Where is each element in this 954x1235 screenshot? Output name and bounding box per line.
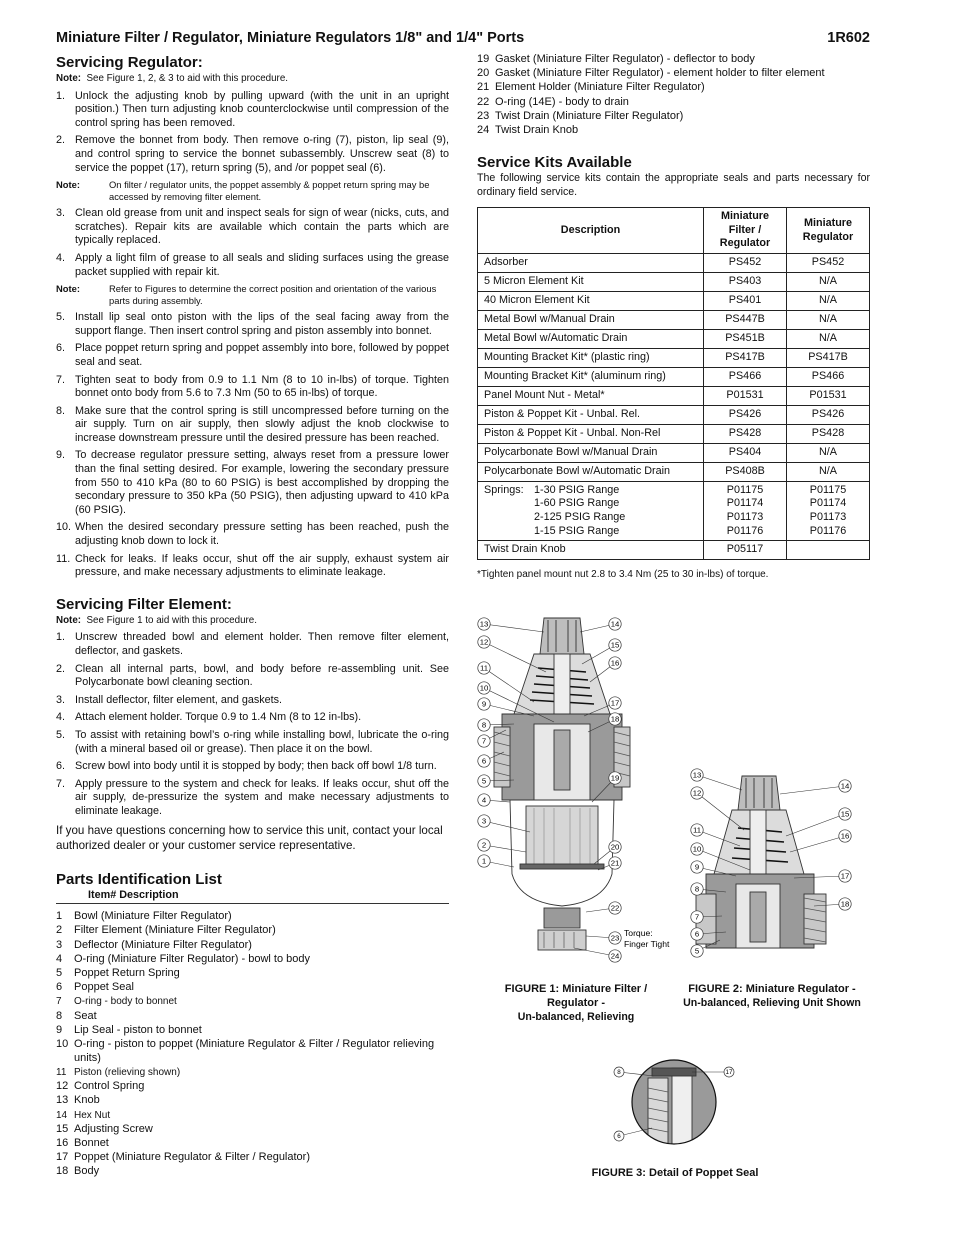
table-cell: 40 Micron Element Kit bbox=[478, 291, 704, 310]
step-text: Tighten seat to body from 0.9 to 1.1 Nm (8 to 10 in-lbs) of torque. Tighten bonnet onto body from 5.6 to 7.3 Nm (50 to 65 in-lbs) of torque. bbox=[75, 373, 449, 400]
table-cell: PS466 bbox=[787, 367, 870, 386]
part-description: Poppet (Miniature Regulator & Filter / Regulator) bbox=[74, 1151, 310, 1164]
table-cell: PS428 bbox=[704, 424, 787, 443]
parts-list-column-header: Item# Description bbox=[56, 889, 449, 905]
callout-number: 18 bbox=[840, 899, 850, 909]
caption-line: Un-balanced, Relieving Unit Shown bbox=[683, 997, 861, 1009]
table-cell: Adsorber bbox=[478, 253, 704, 272]
part-description: Bonnet bbox=[74, 1137, 109, 1150]
callout-number: 6 bbox=[617, 1133, 621, 1141]
part-number: 2 bbox=[56, 924, 63, 937]
step-number: 7. bbox=[56, 373, 66, 386]
part-description: Hex Nut bbox=[74, 1109, 111, 1121]
part-number: 7 bbox=[56, 996, 62, 1008]
callout-number: 12 bbox=[692, 788, 702, 798]
table-cell: Metal Bowl w/Manual Drain bbox=[478, 310, 704, 329]
table-cell: P01531 bbox=[787, 386, 870, 405]
part-number: 10 bbox=[56, 1037, 69, 1050]
figure-3-caption: FIGURE 3: Detail of Poppet Seal bbox=[591, 1167, 759, 1179]
callout-number: 11 bbox=[692, 825, 702, 835]
service-kits-intro: The following service kits contain the appropriate seals and parts necessary for ordinary field service. bbox=[477, 171, 870, 198]
callout-number: 22 bbox=[610, 903, 620, 913]
table-row bbox=[478, 291, 870, 310]
callout-number: 3 bbox=[481, 816, 487, 826]
step-text: When the desired secondary pressure setting has been reached, push the adjusting knob down to lock it. bbox=[75, 521, 449, 548]
regulator-steps bbox=[56, 207, 449, 279]
figure-2-diagram bbox=[686, 766, 858, 966]
callout-number: 6 bbox=[694, 929, 700, 939]
callout-number: 14 bbox=[610, 619, 620, 629]
part-description: O-ring - piston to poppet (Miniature Regulator & Filter / Regulator relieving units) bbox=[74, 1037, 435, 1064]
callout-number: 17 bbox=[725, 1069, 733, 1077]
part-description: Knob bbox=[74, 1094, 100, 1107]
part-number: 24 bbox=[477, 124, 490, 137]
part-description: Adjusting Screw bbox=[74, 1122, 153, 1135]
part-number: 21 bbox=[477, 81, 490, 94]
list-item bbox=[477, 53, 870, 67]
table-cell: PS452 bbox=[704, 253, 787, 272]
leader-line bbox=[786, 814, 845, 836]
part-description: O-ring - body to bonnet bbox=[74, 996, 177, 1008]
callout-number: 7 bbox=[481, 736, 487, 746]
column-header: Miniature Filter / Regulator bbox=[704, 208, 787, 254]
table-cell: PS428 bbox=[787, 424, 870, 443]
list-item bbox=[477, 124, 870, 138]
part-description: Gasket (Miniature Filter Regulator) - deflector to body bbox=[495, 53, 755, 65]
step-number: 7. bbox=[56, 777, 66, 790]
callout-number: 7 bbox=[694, 912, 700, 922]
part-description: Gasket (Miniature Filter Regulator) - element holder to filter element bbox=[495, 67, 825, 80]
table-cell: Piston & Poppet Kit - Unbal. Non-Rel bbox=[478, 424, 704, 443]
callout-number: 15 bbox=[610, 640, 620, 650]
table-cell: PS401 bbox=[704, 291, 787, 310]
list-item bbox=[56, 694, 449, 708]
table-row-springs bbox=[478, 481, 870, 540]
caption-line: Un-balanced, Relieving bbox=[517, 1011, 635, 1023]
part-number: 11 bbox=[56, 1067, 67, 1079]
step-text: Make sure that the control spring is still uncompressed before turning on the air supply. Turn on air supply, then slowly adjust the knob clockwise to increase downstream pressure until the desired pressure has been reached. bbox=[75, 404, 449, 444]
leader-line bbox=[790, 836, 845, 852]
list-item bbox=[56, 1080, 449, 1094]
table-cell: P01531 bbox=[704, 386, 787, 405]
list-item bbox=[56, 729, 449, 756]
list-item bbox=[56, 967, 449, 981]
table-cell: N/A bbox=[787, 310, 870, 329]
table-cell: Mounting Bracket Kit* (aluminum ring) bbox=[478, 367, 704, 386]
callout-number: 14 bbox=[840, 781, 850, 791]
table-row bbox=[478, 443, 870, 462]
callout-number: 18 bbox=[610, 714, 620, 724]
list-item bbox=[56, 1010, 449, 1024]
part-description: Deflector (Miniature Filter Regulator) bbox=[74, 938, 252, 951]
table-cell: PS426 bbox=[787, 405, 870, 424]
spring-part-number: P01175 bbox=[809, 483, 847, 496]
table-cell: PS426 bbox=[704, 405, 787, 424]
step-text: Place poppet return spring and poppet assembly into bore, followed by poppet seal and seat. bbox=[75, 342, 449, 368]
subnote-text: On filter / regulator units, the poppet assembly & poppet return spring may be accessed by removing filter element. bbox=[109, 179, 430, 203]
list-item bbox=[56, 1137, 449, 1151]
list-item bbox=[56, 924, 449, 938]
table-row bbox=[478, 405, 870, 424]
callout-number: 16 bbox=[840, 831, 850, 841]
servicing-filter-heading: Servicing Filter Element: bbox=[56, 595, 232, 613]
table-row bbox=[478, 541, 870, 560]
part-number: 1 bbox=[56, 910, 63, 923]
table-cell: N/A bbox=[787, 329, 870, 348]
spring-part-number: P01176 bbox=[726, 524, 764, 537]
regulator-steps bbox=[56, 90, 449, 176]
step-number: 4. bbox=[56, 251, 66, 264]
step-text: To assist with retaining bowl’s o-ring while installing bowl, lubricate the o-ring (with a mineral based oil or grease). Then place it on the bowl. bbox=[75, 728, 449, 755]
step-text: Clean old grease from unit and inspect seals for sign of wear (nicks, cuts, and scratches). Repair kits are available which contain the parts which are typically replaced. bbox=[75, 207, 449, 247]
step-number: 5. bbox=[56, 728, 66, 741]
step-number: 8. bbox=[56, 404, 66, 417]
subnote-label: Note: bbox=[56, 179, 80, 191]
callout-number: 20 bbox=[610, 842, 620, 852]
column-header: Description bbox=[478, 208, 704, 254]
callout-number: 10 bbox=[692, 844, 702, 854]
part-description: Body bbox=[74, 1165, 100, 1178]
list-item bbox=[56, 711, 449, 725]
table-footnote: *Tighten panel mount nut 2.8 to 3.4 Nm (25 to 30 in-lbs) of torque. bbox=[477, 569, 769, 581]
list-item bbox=[56, 252, 449, 279]
step-number: 10. bbox=[56, 521, 72, 534]
list-item bbox=[56, 1123, 449, 1137]
callout-number: 16 bbox=[610, 658, 620, 668]
list-item bbox=[56, 760, 449, 774]
list-item bbox=[56, 311, 449, 338]
step-text: Apply a light film of grease to all seals and sliding surfaces using the grease packet supplied with repair kit. bbox=[75, 251, 449, 278]
list-item bbox=[56, 1165, 449, 1179]
table-cell: N/A bbox=[787, 272, 870, 291]
list-item bbox=[477, 110, 870, 124]
part-description: Twist Drain Knob bbox=[495, 124, 579, 137]
part-description: Filter Element (Miniature Filter Regulator) bbox=[74, 924, 276, 937]
table-cell bbox=[787, 481, 870, 540]
step-number: 3. bbox=[56, 693, 66, 706]
step-text: Attach element holder. Torque 0.9 to 1.4 Nm (8 to 12 in-lbs). bbox=[75, 711, 362, 724]
callout-number: 6 bbox=[481, 756, 487, 766]
list-item bbox=[56, 995, 449, 1009]
part-number: 13 bbox=[56, 1094, 69, 1107]
part-number: 16 bbox=[56, 1137, 69, 1150]
caption-line: FIGURE 2: Miniature Regulator - bbox=[688, 983, 856, 995]
part-description: Lip Seal - piston to bonnet bbox=[74, 1023, 202, 1036]
table-cell: N/A bbox=[787, 462, 870, 481]
callout-number: 5 bbox=[694, 946, 700, 956]
left-column bbox=[56, 54, 449, 1180]
table-cell: P05117 bbox=[704, 541, 787, 560]
note-text: See Figure 1, 2, & 3 to aid with this procedure. bbox=[86, 73, 288, 84]
step-number: 6. bbox=[56, 760, 66, 773]
part-number: 18 bbox=[56, 1165, 69, 1178]
parts-list-continued bbox=[477, 53, 870, 138]
part-number: 20 bbox=[477, 67, 490, 80]
spring-ranges bbox=[534, 484, 625, 538]
list-item bbox=[56, 1109, 449, 1123]
callout-number: 9 bbox=[481, 699, 487, 709]
list-item bbox=[477, 67, 870, 81]
table-cell: PS447B bbox=[704, 310, 787, 329]
list-item bbox=[56, 1038, 449, 1066]
step-number: 3. bbox=[56, 207, 66, 220]
list-item bbox=[56, 405, 449, 446]
spring-range: 1-30 PSIG Range bbox=[534, 483, 620, 496]
table-cell: Polycarbonate Bowl w/Automatic Drain bbox=[478, 462, 704, 481]
table-row bbox=[478, 424, 870, 443]
table-cell: 5 Micron Element Kit bbox=[478, 272, 704, 291]
table-cell bbox=[704, 481, 787, 540]
step-number: 11. bbox=[56, 552, 71, 565]
table-row bbox=[478, 348, 870, 367]
part-description: O-ring (Miniature Filter Regulator) - bowl to body bbox=[74, 952, 310, 965]
part-number: 5 bbox=[56, 966, 63, 979]
step-text: Screw bowl into body until it is stopped by body; then back off bowl 1/8 turn. bbox=[75, 760, 437, 773]
part-number: 12 bbox=[56, 1080, 69, 1093]
table-row bbox=[478, 310, 870, 329]
part-number: 9 bbox=[56, 1023, 63, 1036]
servicing-regulator-note bbox=[56, 72, 449, 86]
part-number: 8 bbox=[56, 1009, 63, 1022]
list-item bbox=[56, 939, 449, 953]
column-header: Miniature Regulator bbox=[787, 208, 870, 254]
callout-number: 24 bbox=[610, 951, 620, 961]
spring-part-number: P01174 bbox=[726, 497, 764, 510]
service-kits-table bbox=[477, 207, 870, 560]
callout-number: 4 bbox=[481, 795, 487, 805]
callout-number: 13 bbox=[692, 770, 702, 780]
part-description: Element Holder (Miniature Filter Regulator) bbox=[495, 81, 705, 94]
part-description: Seat bbox=[74, 1009, 97, 1022]
callout-number: 19 bbox=[610, 773, 620, 783]
callout-number: 12 bbox=[479, 637, 489, 647]
callout-number: 5 bbox=[481, 776, 487, 786]
list-item bbox=[56, 910, 449, 924]
table-cell: PS452 bbox=[787, 253, 870, 272]
callout-number: 10 bbox=[479, 683, 489, 693]
table-cell: N/A bbox=[787, 291, 870, 310]
spring-part-number: P01174 bbox=[809, 497, 847, 510]
caption-line: Regulator - bbox=[546, 997, 606, 1009]
part-description: Twist Drain (Miniature Filter Regulator) bbox=[495, 109, 684, 122]
table-header-row bbox=[478, 208, 870, 254]
table-cell: PS417B bbox=[704, 348, 787, 367]
table-cell: N/A bbox=[787, 443, 870, 462]
table-cell bbox=[787, 541, 870, 560]
figure-1-diagram bbox=[474, 612, 684, 972]
list-item bbox=[56, 1024, 449, 1038]
list-item bbox=[477, 96, 870, 110]
step-text: Unscrew threaded bowl and element holder. Then remove filter element, deflector, and gaskets. bbox=[75, 631, 449, 657]
part-description: Control Spring bbox=[74, 1080, 145, 1093]
torque-value: Finger Tight bbox=[624, 939, 670, 949]
caption-line: FIGURE 1: Miniature Filter / bbox=[504, 983, 648, 995]
callout-number: 8 bbox=[617, 1069, 621, 1077]
table-cell: Piston & Poppet Kit - Unbal. Rel. bbox=[478, 405, 704, 424]
table-cell: PS408B bbox=[704, 462, 787, 481]
regulator-steps bbox=[56, 311, 449, 580]
table-row bbox=[478, 462, 870, 481]
leader-line bbox=[484, 624, 544, 632]
filter-steps bbox=[56, 631, 449, 818]
list-item bbox=[56, 778, 449, 819]
part-number: 23 bbox=[477, 109, 490, 122]
callout-number: 8 bbox=[694, 884, 700, 894]
part-description: Piston (relieving shown) bbox=[74, 1067, 181, 1079]
callout-number: 17 bbox=[610, 698, 620, 708]
step-number: 9. bbox=[56, 449, 66, 462]
page-title: Miniature Filter / Regulator, Miniature Regulators 1/8" and 1/4" Ports bbox=[56, 30, 525, 46]
subnote bbox=[56, 283, 449, 307]
list-item bbox=[56, 207, 449, 248]
torque-label: Torque: bbox=[624, 928, 653, 938]
step-text: Check for leaks. If leaks occur, shut off the air supply, exhaust system air pressure, and make necessary adjustments to eliminate leakage. bbox=[75, 552, 449, 579]
subnote-label: Note: bbox=[56, 283, 80, 295]
list-item bbox=[56, 134, 449, 175]
step-text: To decrease regulator pressure setting, always reset from a pressure lower than the final setting desired. For example, lowering the secondary pressure from 550 to 410 kPa (80 to 60 PSIG) is best accomplished by dropping the secondary pressure to 350 kPa (50 PSIG), then adjusting upward to 410 kPa (60 PSIG). bbox=[75, 449, 449, 516]
subnote bbox=[56, 179, 449, 203]
step-text: Remove the bonnet from body. Then remove o-ring (7), piston, lip seal (9), and control spring to service the bonnet subassembly. Unscrew seat (8) to service the poppet (17), return spring (5), and /or poppet seal (6). bbox=[75, 134, 449, 174]
figure-3-diagram bbox=[608, 1058, 740, 1158]
table-row bbox=[478, 329, 870, 348]
part-number: 6 bbox=[56, 981, 63, 994]
table-row bbox=[478, 386, 870, 405]
callout-number: 11 bbox=[479, 663, 489, 673]
part-description: Poppet Return Spring bbox=[74, 966, 180, 979]
figure-1-caption bbox=[487, 982, 665, 1024]
list-item bbox=[56, 342, 449, 369]
figure-2-caption bbox=[672, 982, 872, 1010]
part-description: Bowl (Miniature Filter Regulator) bbox=[74, 910, 232, 923]
callout-number: 13 bbox=[479, 619, 489, 629]
spring-part-number: P01173 bbox=[726, 511, 764, 524]
step-number: 5. bbox=[56, 311, 66, 324]
table-cell: PS451B bbox=[704, 329, 787, 348]
callout-number: 23 bbox=[610, 933, 620, 943]
table-cell: Mounting Bracket Kit* (plastic ring) bbox=[478, 348, 704, 367]
part-number: 3 bbox=[56, 938, 63, 951]
step-number: 1. bbox=[56, 89, 66, 102]
list-item bbox=[56, 981, 449, 995]
table-cell bbox=[478, 481, 704, 540]
table-cell: PS404 bbox=[704, 443, 787, 462]
part-number: 15 bbox=[56, 1122, 69, 1135]
callout-number: 21 bbox=[610, 858, 620, 868]
spring-part-number: P01176 bbox=[809, 524, 847, 537]
spring-range: 1-60 PSIG Range bbox=[534, 497, 620, 510]
table-cell: Twist Drain Knob bbox=[478, 541, 704, 560]
spring-part-number: P01173 bbox=[809, 511, 847, 524]
part-number: 4 bbox=[56, 952, 63, 965]
note-label: Note: bbox=[56, 73, 82, 84]
step-number: 1. bbox=[56, 631, 66, 644]
servicing-regulator-heading: Servicing Regulator: bbox=[56, 54, 203, 71]
step-text: Install deflector, filter element, and gaskets. bbox=[75, 693, 283, 706]
parts-list-heading: Parts Identification List bbox=[56, 870, 222, 888]
list-item bbox=[56, 1094, 449, 1108]
list-item bbox=[56, 663, 449, 690]
table-cell: Metal Bowl w/Automatic Drain bbox=[478, 329, 704, 348]
list-item bbox=[56, 521, 449, 548]
callout-number: 8 bbox=[481, 720, 487, 730]
list-item bbox=[477, 81, 870, 95]
step-text: Clean all internal parts, bowl, and body before re-assembling unit. See Polycarbonate bowl cleaning section. bbox=[75, 662, 449, 689]
list-item bbox=[56, 90, 449, 131]
servicing-filter-note bbox=[56, 614, 449, 628]
callout-number: 17 bbox=[840, 871, 850, 881]
callout-number: 9 bbox=[694, 862, 700, 872]
table-cell: PS466 bbox=[704, 367, 787, 386]
table-cell: PS403 bbox=[704, 272, 787, 291]
step-text: Install lip seal onto piston with the lips of the seal facing away from the support flange. Then insert control spring and piston assembly into bonnet. bbox=[75, 311, 449, 337]
step-number: 4. bbox=[56, 711, 66, 724]
callout-number: 2 bbox=[481, 840, 487, 850]
part-number: 17 bbox=[56, 1151, 69, 1164]
document-code: 1R602 bbox=[827, 30, 870, 46]
right-column bbox=[477, 54, 870, 582]
leader-line bbox=[697, 775, 742, 790]
list-item bbox=[56, 553, 449, 580]
callout-number: 15 bbox=[840, 809, 850, 819]
step-number: 2. bbox=[56, 662, 66, 675]
table-row bbox=[478, 253, 870, 272]
table-cell: Polycarbonate Bowl w/Manual Drain bbox=[478, 443, 704, 462]
subnote-text: Refer to Figures to determine the correct position and orientation of the various parts during assembly. bbox=[109, 283, 437, 307]
list-item bbox=[56, 1151, 449, 1165]
step-text: Unlock the adjusting knob by pulling upward (with the unit in an upright position.) Then turn adjusting knob counterclockwise until compression of the control spring has been removed. bbox=[75, 89, 449, 129]
part-number: 14 bbox=[56, 1109, 68, 1121]
list-item bbox=[56, 631, 449, 658]
spring-part-number: P01175 bbox=[726, 483, 764, 496]
list-item bbox=[56, 374, 449, 401]
step-number: 6. bbox=[56, 342, 66, 355]
spring-range: 1-15 PSIG Range bbox=[534, 524, 620, 537]
list-item bbox=[56, 449, 449, 517]
table-row bbox=[478, 367, 870, 386]
note-label: Note: bbox=[56, 614, 82, 626]
part-description: O-ring (14E) - body to drain bbox=[495, 95, 629, 108]
note-text: See Figure 1 to aid with this procedure. bbox=[86, 614, 257, 626]
step-number: 2. bbox=[56, 134, 66, 147]
table-cell: PS417B bbox=[787, 348, 870, 367]
table-row bbox=[478, 272, 870, 291]
table-cell: Panel Mount Nut - Metal* bbox=[478, 386, 704, 405]
list-item bbox=[56, 1066, 449, 1080]
part-description: Poppet Seal bbox=[74, 981, 134, 994]
closing-paragraph: If you have questions concerning how to service this unit, contact your local authorized dealer or your customer service representative. bbox=[56, 823, 443, 852]
callout-number: 1 bbox=[481, 856, 487, 866]
parts-list bbox=[56, 910, 449, 1179]
page-header bbox=[56, 30, 870, 46]
spring-range: 2-125 PSIG Range bbox=[534, 511, 626, 524]
part-number: 19 bbox=[477, 53, 490, 65]
part-number: 22 bbox=[477, 95, 490, 108]
step-text: Apply pressure to the system and check for leaks. If leaks occur, shut off the air supply, de-pressurize the system and make necessary adjustments to eliminate leakage. bbox=[75, 777, 449, 817]
springs-label: Springs: bbox=[484, 483, 524, 496]
list-item bbox=[56, 953, 449, 967]
service-kits-heading: Service Kits Available bbox=[477, 153, 632, 171]
leader-line bbox=[780, 786, 845, 794]
